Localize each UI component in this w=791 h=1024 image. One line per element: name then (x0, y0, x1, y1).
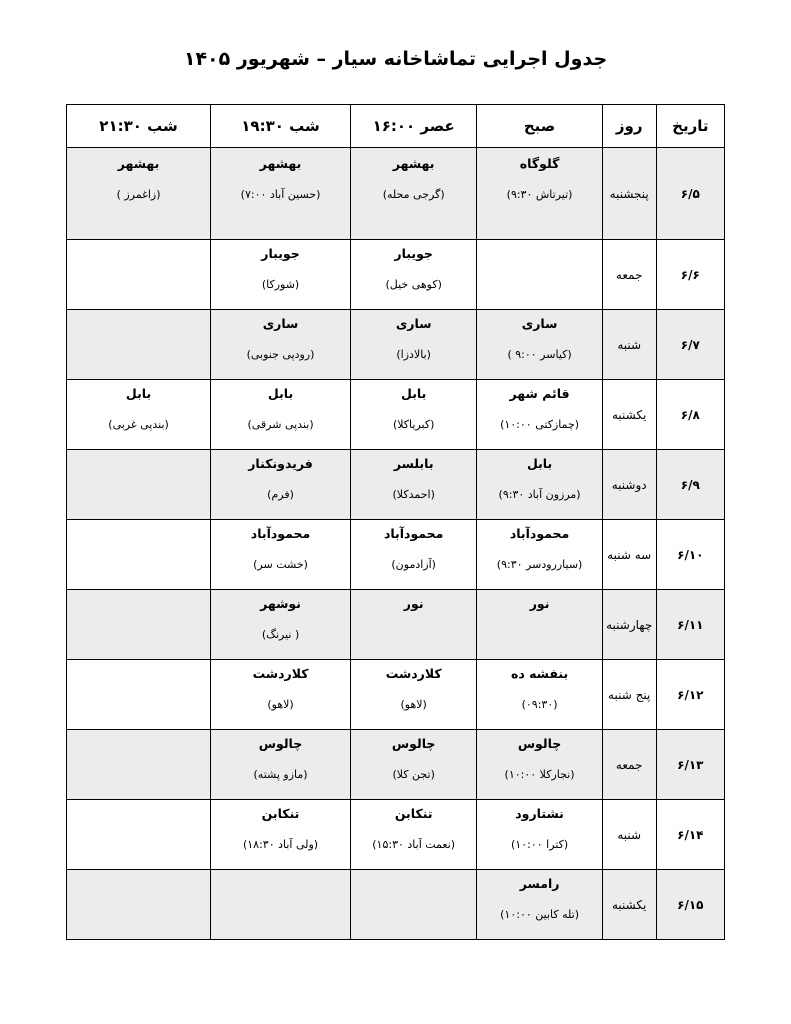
morning-cell (477, 148, 602, 240)
evening-cell (211, 450, 351, 520)
morning-cell (477, 240, 602, 310)
morning-cell (477, 660, 602, 730)
night-cell (67, 310, 211, 380)
venue-detail: (رودپی جنوبی) (246, 348, 315, 361)
venue-detail: (آزادمون) (391, 558, 436, 571)
morning-cell (477, 800, 602, 870)
venue-detail: (حسین آباد ۷:۰۰) (240, 188, 321, 201)
venue-detail: (فرم) (267, 488, 294, 501)
day-cell: دوشنبه (602, 450, 656, 520)
venue-city (67, 878, 210, 894)
afternoon-cell (350, 800, 476, 870)
venue-city (477, 248, 601, 264)
date-cell: ۶/۱۱ (656, 590, 724, 660)
header-day: روز (602, 105, 656, 148)
venue-city (67, 598, 210, 614)
venue-detail: (نجارکلا ۱۰:۰۰) (504, 768, 575, 781)
venue-city: بهشهر (259, 156, 302, 171)
venue-detail: (زاغمرز ) (116, 188, 161, 201)
venue-city: بابل (267, 386, 294, 401)
day-cell: شنبه (602, 800, 656, 870)
header-evening: شب ۱۹:۳۰ (211, 105, 351, 148)
evening-cell (211, 240, 351, 310)
venue-city: جویبار (261, 246, 300, 261)
morning-cell (477, 380, 602, 450)
morning-cell (477, 310, 602, 380)
evening-cell (211, 660, 351, 730)
night-cell (67, 240, 211, 310)
venue-detail: (خشت سر) (253, 558, 308, 571)
venue-city (67, 808, 210, 824)
day-cell: سه شنبه (602, 520, 656, 590)
venue-city (67, 318, 210, 334)
venue-detail: (لاهو) (400, 698, 427, 711)
table-row (67, 148, 725, 240)
venue-city: بنفشه ده (510, 666, 569, 681)
venue-city: محمودآباد (383, 526, 444, 541)
night-cell (67, 800, 211, 870)
table-row (67, 450, 725, 520)
day-cell: یکشنبه (602, 870, 656, 940)
day-cell: چهارشنبه (602, 590, 656, 660)
venue-city: بهشهر (117, 156, 160, 171)
morning-cell (477, 520, 602, 590)
night-cell (67, 730, 211, 800)
venue-detail: (چمازکتی ۱۰:۰۰) (500, 418, 580, 431)
table-row (67, 240, 725, 310)
table-row (67, 730, 725, 800)
evening-cell (211, 380, 351, 450)
venue-detail: (کوهی خیل) (385, 278, 442, 291)
venue-detail: (کترا ۱۰:۰۰) (511, 838, 569, 851)
afternoon-cell (350, 590, 476, 660)
venue-detail: (تیرتاش ۹:۳۰) (506, 188, 573, 201)
afternoon-cell (350, 730, 476, 800)
afternoon-cell (350, 310, 476, 380)
schedule-table (66, 104, 725, 940)
venue-city: کلاردشت (385, 666, 442, 681)
date-cell: ۶/۱۳ (656, 730, 724, 800)
venue-detail: (بالادزا) (396, 348, 431, 361)
venue-city (67, 738, 210, 754)
header-night: شب ۲۱:۳۰ (67, 105, 211, 148)
header-row (67, 105, 725, 148)
venue-city: نشتارود (515, 806, 564, 821)
venue-city: کلاردشت (252, 666, 309, 681)
afternoon-cell (350, 660, 476, 730)
venue-city (67, 458, 210, 474)
evening-cell (211, 730, 351, 800)
venue-detail: (سیاررودسر ۹:۳۰) (496, 558, 583, 571)
venue-city: تنکابن (394, 806, 433, 821)
venue-city (67, 248, 210, 264)
evening-cell (211, 310, 351, 380)
venue-city: بابل (125, 386, 152, 401)
venue-detail: ( نیرنگ) (261, 628, 300, 641)
day-cell: جمعه (602, 730, 656, 800)
venue-city: بابلسر (393, 456, 434, 471)
venue-city (211, 878, 350, 894)
header-date: تاریخ (656, 105, 724, 148)
venue-detail: (مرزون آباد ۹:۳۰) (498, 488, 581, 501)
date-cell: ۶/۱۴ (656, 800, 724, 870)
venue-city: نوشهر (260, 596, 301, 611)
morning-cell (477, 870, 602, 940)
date-cell: ۶/۱۰ (656, 520, 724, 590)
day-cell: پنج شنبه (602, 660, 656, 730)
venue-city: محمودآباد (250, 526, 311, 541)
night-cell (67, 380, 211, 450)
evening-cell (211, 870, 351, 940)
venue-city: بابل (526, 456, 553, 471)
evening-cell (211, 520, 351, 590)
night-cell (67, 870, 211, 940)
venue-city: چالوس (258, 736, 303, 751)
page-title: جدول اجرایی تماشاخانه سیار – شهریور ۱۴۰۵ (183, 48, 608, 70)
night-cell (67, 148, 211, 240)
night-cell (67, 660, 211, 730)
table-row (67, 660, 725, 730)
venue-detail: (کبریاکلا) (392, 418, 435, 431)
day-cell: جمعه (602, 240, 656, 310)
venue-detail: (بندپی شرقی) (247, 418, 314, 431)
day-cell: یکشنبه (602, 380, 656, 450)
venue-detail: (۰۹:۳۰) (521, 698, 558, 711)
venue-city: تنکابن (261, 806, 300, 821)
venue-city: چالوس (517, 736, 562, 751)
venue-city: چالوس (391, 736, 436, 751)
venue-city: گلوگاه (519, 156, 560, 171)
venue-city: رامسر (519, 876, 560, 891)
venue-city: نور (403, 596, 424, 611)
date-cell: ۶/۵ (656, 148, 724, 240)
venue-detail: (کیاسر ۹:۰۰ ) (507, 348, 572, 361)
table-row (67, 310, 725, 380)
venue-detail: (احمدکلا) (392, 488, 435, 501)
venue-city: نور (529, 596, 550, 611)
venue-detail: (تله کابین ۱۰:۰۰) (500, 908, 579, 921)
date-cell: ۶/۹ (656, 450, 724, 520)
venue-city (67, 668, 210, 684)
venue-detail: (بندپی غربی) (108, 418, 169, 431)
afternoon-cell (350, 450, 476, 520)
afternoon-cell (350, 148, 476, 240)
afternoon-cell (350, 240, 476, 310)
header-morning: صبح (477, 105, 602, 148)
venue-detail: (ولی آباد ۱۸:۳۰) (242, 838, 319, 851)
date-cell: ۶/۷ (656, 310, 724, 380)
venue-detail: (گرجی محله) (382, 188, 445, 201)
venue-city: فریدونکنار (248, 456, 313, 471)
afternoon-cell (350, 380, 476, 450)
venue-city (351, 878, 476, 894)
morning-cell (477, 590, 602, 660)
date-cell: ۶/۸ (656, 380, 724, 450)
venue-city: ساری (262, 316, 299, 331)
venue-city: محمودآباد (509, 526, 570, 541)
table-row (67, 380, 725, 450)
venue-detail: (شورکا) (261, 278, 300, 291)
venue-city: جویبار (394, 246, 433, 261)
evening-cell (211, 800, 351, 870)
morning-cell (477, 450, 602, 520)
venue-city: بابل (401, 386, 427, 401)
table-row (67, 800, 725, 870)
venue-detail: (لاهو) (267, 698, 294, 711)
morning-cell (477, 730, 602, 800)
date-cell: ۶/۱۲ (656, 660, 724, 730)
venue-detail: (تجن کلا) (392, 768, 435, 781)
night-cell (67, 520, 211, 590)
table-row (67, 520, 725, 590)
venue-detail: (مازو پشته) (253, 768, 308, 781)
venue-city: ساری (395, 316, 432, 331)
night-cell (67, 450, 211, 520)
table-row (67, 870, 725, 940)
venue-city (67, 528, 210, 544)
day-cell: شنبه (602, 310, 656, 380)
header-afternoon: عصر ۱۶:۰۰ (350, 105, 476, 148)
venue-city: قائم شهر (509, 386, 570, 401)
date-cell: ۶/۱۵ (656, 870, 724, 940)
table-row (67, 590, 725, 660)
date-cell: ۶/۶ (656, 240, 724, 310)
afternoon-cell (350, 520, 476, 590)
day-cell: پنجشنبه (602, 148, 656, 240)
venue-city: بهشهر (392, 156, 435, 171)
evening-cell (211, 148, 351, 240)
venue-detail: (نعمت آباد ۱۵:۳۰) (372, 838, 456, 851)
afternoon-cell (350, 870, 476, 940)
venue-city: ساری (521, 316, 558, 331)
evening-cell (211, 590, 351, 660)
night-cell (67, 590, 211, 660)
